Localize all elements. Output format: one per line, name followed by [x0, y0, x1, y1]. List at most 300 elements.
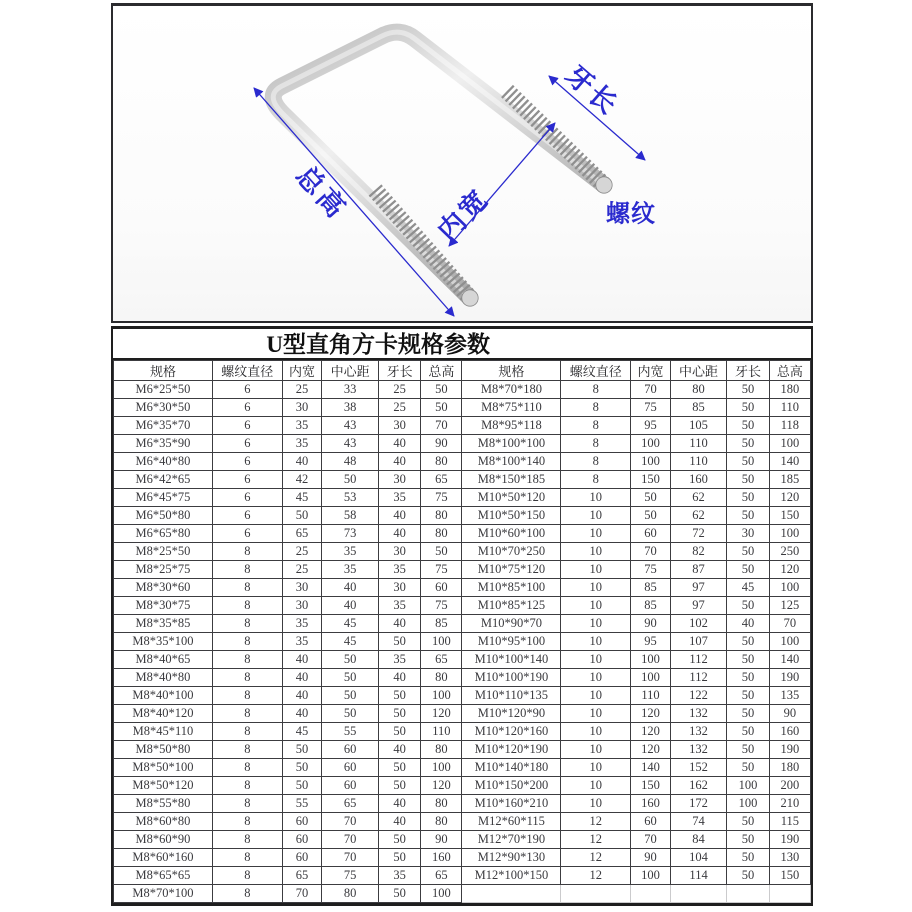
spec-cell: 152: [670, 759, 726, 777]
label-inner-width: 内宽: [432, 182, 496, 247]
spec-cell: 8: [212, 561, 282, 579]
spec-cell: M8*30*60: [114, 579, 213, 597]
spec-cell: 100: [631, 435, 671, 453]
spec-cell: 70: [631, 543, 671, 561]
column-header: 内宽: [282, 361, 322, 381]
spec-cell: 90: [631, 849, 671, 867]
ubolt-illustration: [113, 6, 811, 321]
spec-cell: 30: [727, 525, 770, 543]
spec-cell: 10: [561, 669, 631, 687]
spec-cell: 50: [727, 705, 770, 723]
spec-cell: 50: [421, 399, 462, 417]
spec-cell: 25: [378, 381, 421, 399]
spec-cell: 40: [282, 651, 322, 669]
spec-cell: 8: [212, 723, 282, 741]
spec-cell: 40: [322, 597, 378, 615]
spec-cell: 50: [727, 741, 770, 759]
spec-cell: 110: [631, 687, 671, 705]
spec-cell: 95: [631, 633, 671, 651]
spec-cell: 60: [631, 813, 671, 831]
spec-cell: M6*65*80: [114, 525, 213, 543]
spec-cell: 105: [670, 417, 726, 435]
table-row: [114, 669, 811, 687]
spec-cell: 85: [670, 399, 726, 417]
spec-cell: 10: [561, 633, 631, 651]
spec-cell: 8: [212, 687, 282, 705]
spec-cell: M8*30*75: [114, 597, 213, 615]
spec-cell: 100: [727, 795, 770, 813]
spec-cell: 80: [421, 669, 462, 687]
spec-cell: 150: [631, 471, 671, 489]
table-row: [114, 813, 811, 831]
spec-cell: M10*85*100: [462, 579, 561, 597]
spec-cell: 50: [727, 399, 770, 417]
spec-cell: M8*50*120: [114, 777, 213, 795]
spec-cell: M10*60*100: [462, 525, 561, 543]
spec-cell: 132: [670, 705, 726, 723]
spec-cell: 50: [727, 759, 770, 777]
spec-cell: 30: [378, 471, 421, 489]
spec-cell: 50: [727, 867, 770, 885]
spec-cell: 8: [212, 885, 282, 903]
spec-cell: M8*60*160: [114, 849, 213, 867]
spec-cell: 45: [727, 579, 770, 597]
product-photo: [111, 3, 813, 323]
spec-cell: 60: [322, 741, 378, 759]
spec-cell: 8: [212, 867, 282, 885]
table-row: [114, 417, 811, 435]
spec-cell: M10*85*125: [462, 597, 561, 615]
spec-cell: 73: [322, 525, 378, 543]
spec-cell: 10: [561, 777, 631, 795]
spec-cell: 30: [282, 399, 322, 417]
spec-cell: 75: [421, 561, 462, 579]
spec-cell: 30: [378, 579, 421, 597]
table-row: [114, 651, 811, 669]
spec-cell: 100: [631, 651, 671, 669]
spec-cell: 70: [322, 831, 378, 849]
spec-cell: 50: [378, 705, 421, 723]
spec-cell: 180: [769, 759, 810, 777]
spec-cell: 115: [769, 813, 810, 831]
spec-cell: 132: [670, 741, 726, 759]
spec-cell: M8*35*100: [114, 633, 213, 651]
spec-cell: M6*50*80: [114, 507, 213, 525]
spec-cell: 97: [670, 597, 726, 615]
spec-cell: 160: [631, 795, 671, 813]
spec-cell: 50: [421, 543, 462, 561]
spec-cell: 100: [769, 525, 810, 543]
spec-cell: 50: [727, 633, 770, 651]
spec-cell: 125: [769, 597, 810, 615]
spec-cell: 85: [631, 597, 671, 615]
table-row: [114, 399, 811, 417]
spec-cell: M6*35*70: [114, 417, 213, 435]
spec-cell: M8*70*180: [462, 381, 561, 399]
spec-cell: 107: [670, 633, 726, 651]
spec-cell: 250: [769, 543, 810, 561]
spec-cell: [631, 885, 671, 903]
spec-cell: 100: [769, 579, 810, 597]
spec-cell: M6*40*80: [114, 453, 213, 471]
spec-cell: 50: [282, 759, 322, 777]
spec-cell: 50: [378, 777, 421, 795]
spec-cell: 45: [282, 723, 322, 741]
spec-cell: M10*100*140: [462, 651, 561, 669]
spec-cell: 6: [212, 525, 282, 543]
spec-cell: 40: [378, 669, 421, 687]
spec-cell: 8: [561, 471, 631, 489]
spec-cell: 50: [727, 543, 770, 561]
spec-cell: 8: [212, 597, 282, 615]
spec-cell: 43: [322, 417, 378, 435]
spec-cell: 140: [769, 651, 810, 669]
spec-cell: M8*60*90: [114, 831, 213, 849]
spec-cell: 65: [421, 867, 462, 885]
spec-cell: 70: [631, 831, 671, 849]
table-row: [114, 435, 811, 453]
spec-cell: 25: [282, 561, 322, 579]
spec-cell: 50: [378, 687, 421, 705]
spec-cell: 50: [727, 813, 770, 831]
table-row: [114, 741, 811, 759]
table-row: [114, 615, 811, 633]
spec-cell: 50: [727, 687, 770, 705]
spec-cell: 50: [322, 687, 378, 705]
spec-cell: 53: [322, 489, 378, 507]
dimension-line-total-height: [254, 88, 454, 316]
spec-cell: 35: [322, 543, 378, 561]
spec-cell: 6: [212, 507, 282, 525]
table-row: [114, 759, 811, 777]
spec-cell: 50: [631, 489, 671, 507]
spec-cell: 80: [322, 885, 378, 903]
spec-cell: 45: [282, 489, 322, 507]
spec-cell: 8: [212, 669, 282, 687]
spec-cell: 10: [561, 507, 631, 525]
spec-cell: 65: [322, 795, 378, 813]
table-row: [114, 687, 811, 705]
spec-cell: 80: [670, 381, 726, 399]
spec-cell: M12*100*150: [462, 867, 561, 885]
spec-cell: 100: [769, 435, 810, 453]
spec-cell: 10: [561, 723, 631, 741]
spec-cell: 65: [282, 525, 322, 543]
spec-cell: [769, 885, 810, 903]
table-row: [114, 471, 811, 489]
spec-cell: 10: [561, 741, 631, 759]
spec-cell: 120: [631, 723, 671, 741]
spec-cell: M10*100*190: [462, 669, 561, 687]
spec-cell: 50: [727, 561, 770, 579]
table-row: [114, 777, 811, 795]
spec-cell: 35: [378, 561, 421, 579]
spec-cell: 30: [378, 543, 421, 561]
table-row: [114, 633, 811, 651]
spec-cell: 40: [378, 453, 421, 471]
spec-cell: 110: [769, 399, 810, 417]
spec-cell: 40: [378, 813, 421, 831]
spec-cell: 112: [670, 669, 726, 687]
spec-cell: 65: [421, 651, 462, 669]
spec-cell: 87: [670, 561, 726, 579]
spec-cell: 84: [670, 831, 726, 849]
label-total-height: 总高: [290, 160, 353, 226]
spec-cell: 80: [421, 813, 462, 831]
spec-cell: 85: [631, 579, 671, 597]
spec-cell: 8: [212, 615, 282, 633]
spec-cell: M12*60*115: [462, 813, 561, 831]
spec-table-section: [111, 326, 813, 906]
spec-cell: M8*95*118: [462, 417, 561, 435]
spec-cell: 50: [378, 831, 421, 849]
spec-cell: 35: [282, 435, 322, 453]
spec-cell: 40: [282, 453, 322, 471]
spec-cell: 114: [670, 867, 726, 885]
header-row: [114, 361, 811, 381]
spec-cell: 172: [670, 795, 726, 813]
spec-cell: 10: [561, 615, 631, 633]
spec-cell: 75: [322, 867, 378, 885]
spec-cell: 30: [282, 579, 322, 597]
table-row: [114, 543, 811, 561]
spec-cell: 8: [561, 435, 631, 453]
spec-cell: 162: [670, 777, 726, 795]
spec-cell: 55: [322, 723, 378, 741]
spec-cell: 35: [378, 489, 421, 507]
spec-cell: 50: [727, 453, 770, 471]
column-header: 中心距: [670, 361, 726, 381]
spec-cell: 12: [561, 867, 631, 885]
spec-cell: 8: [212, 651, 282, 669]
spec-cell: 190: [769, 741, 810, 759]
spec-cell: 190: [769, 831, 810, 849]
spec-cell: M10*120*160: [462, 723, 561, 741]
spec-cell: 10: [561, 579, 631, 597]
spec-cell: 35: [282, 633, 322, 651]
spec-cell: 112: [670, 651, 726, 669]
spec-cell: [727, 885, 770, 903]
spec-cell: 50: [727, 597, 770, 615]
spec-cell: 104: [670, 849, 726, 867]
spec-cell: 8: [561, 381, 631, 399]
spec-cell: 58: [322, 507, 378, 525]
spec-cell: M10*150*200: [462, 777, 561, 795]
spec-cell: M8*40*80: [114, 669, 213, 687]
spec-cell: 70: [322, 813, 378, 831]
column-header: 规格: [462, 361, 561, 381]
spec-cell: 12: [561, 831, 631, 849]
spec-cell: 60: [322, 777, 378, 795]
spec-cell: M10*140*180: [462, 759, 561, 777]
spec-cell: 120: [421, 777, 462, 795]
spec-cell: 50: [378, 885, 421, 903]
spec-cell: 38: [322, 399, 378, 417]
spec-cell: 50: [322, 669, 378, 687]
spec-cell: 40: [378, 435, 421, 453]
spec-cell: M8*40*100: [114, 687, 213, 705]
spec-cell: 70: [421, 417, 462, 435]
spec-table-body: [114, 381, 811, 903]
spec-cell: 6: [212, 435, 282, 453]
spec-cell: 50: [378, 723, 421, 741]
spec-cell: 8: [212, 741, 282, 759]
spec-data-table: [113, 360, 811, 903]
spec-cell: 6: [212, 489, 282, 507]
spec-cell: 10: [561, 597, 631, 615]
spec-cell: M8*40*65: [114, 651, 213, 669]
spec-cell: 74: [670, 813, 726, 831]
spec-cell: 60: [631, 525, 671, 543]
spec-cell: [462, 885, 561, 903]
spec-cell: 8: [212, 705, 282, 723]
spec-cell: 30: [378, 417, 421, 435]
spec-cell: 40: [282, 705, 322, 723]
spec-cell: 40: [282, 669, 322, 687]
spec-cell: 97: [670, 579, 726, 597]
spec-cell: M8*60*80: [114, 813, 213, 831]
spec-cell: 65: [282, 867, 322, 885]
spec-cell: 90: [421, 831, 462, 849]
table-row: [114, 867, 811, 885]
spec-cell: 8: [212, 795, 282, 813]
spec-cell: 60: [322, 759, 378, 777]
spec-cell: 140: [631, 759, 671, 777]
spec-cell: 75: [631, 399, 671, 417]
spec-cell: 50: [322, 471, 378, 489]
spec-cell: 50: [727, 489, 770, 507]
spec-cell: 190: [769, 669, 810, 687]
spec-cell: M6*25*50: [114, 381, 213, 399]
spec-cell: M6*35*90: [114, 435, 213, 453]
column-header: 牙长: [727, 361, 770, 381]
table-row: [114, 561, 811, 579]
spec-cell: 60: [421, 579, 462, 597]
spec-cell: M8*55*80: [114, 795, 213, 813]
spec-cell: 6: [212, 471, 282, 489]
spec-cell: 50: [282, 777, 322, 795]
spec-cell: 10: [561, 687, 631, 705]
spec-cell: 80: [421, 525, 462, 543]
spec-cell: M8*100*100: [462, 435, 561, 453]
spec-cell: 90: [769, 705, 810, 723]
spec-cell: 10: [561, 705, 631, 723]
spec-cell: [561, 885, 631, 903]
spec-cell: 100: [631, 669, 671, 687]
spec-cell: 100: [769, 633, 810, 651]
spec-cell: 40: [378, 795, 421, 813]
spec-cell: 8: [561, 453, 631, 471]
spec-cell: M8*50*80: [114, 741, 213, 759]
spec-cell: 40: [378, 525, 421, 543]
spec-cell: 12: [561, 813, 631, 831]
spec-cell: 82: [670, 543, 726, 561]
spec-cell: 50: [727, 669, 770, 687]
spec-cell: 50: [727, 417, 770, 435]
spec-cell: 50: [421, 381, 462, 399]
spec-cell: 135: [769, 687, 810, 705]
table-row: [114, 525, 811, 543]
spec-cell: M6*42*65: [114, 471, 213, 489]
spec-cell: 160: [421, 849, 462, 867]
spec-cell: 40: [378, 615, 421, 633]
spec-cell: 50: [631, 507, 671, 525]
spec-cell: M10*90*70: [462, 615, 561, 633]
spec-cell: 10: [561, 759, 631, 777]
spec-cell: 40: [322, 579, 378, 597]
spec-cell: M8*35*85: [114, 615, 213, 633]
column-header: 螺纹直径: [561, 361, 631, 381]
spec-cell: 35: [378, 651, 421, 669]
spec-cell: 65: [421, 471, 462, 489]
spec-cell: 50: [282, 741, 322, 759]
spec-cell: 8: [212, 633, 282, 651]
spec-cell: M8*65*65: [114, 867, 213, 885]
spec-cell: 50: [378, 759, 421, 777]
spec-cell: 50: [727, 435, 770, 453]
table-row: [114, 705, 811, 723]
spec-cell: 150: [769, 867, 810, 885]
spec-cell: 80: [421, 507, 462, 525]
spec-cell: 102: [670, 615, 726, 633]
spec-cell: M10*50*150: [462, 507, 561, 525]
spec-cell: 8: [212, 831, 282, 849]
spec-cell: 60: [282, 849, 322, 867]
spec-cell: 35: [282, 417, 322, 435]
spec-cell: 8: [212, 849, 282, 867]
spec-cell: 110: [670, 453, 726, 471]
spec-cell: M10*110*135: [462, 687, 561, 705]
spec-cell: 6: [212, 381, 282, 399]
spec-cell: M8*40*120: [114, 705, 213, 723]
spec-cell: M12*90*130: [462, 849, 561, 867]
spec-cell: 50: [727, 471, 770, 489]
table-row: [114, 849, 811, 867]
spec-cell: 50: [727, 507, 770, 525]
spec-cell: M10*70*250: [462, 543, 561, 561]
spec-cell: 50: [282, 507, 322, 525]
spec-cell: M8*75*110: [462, 399, 561, 417]
spec-cell: 45: [322, 633, 378, 651]
spec-cell: 60: [282, 831, 322, 849]
spec-cell: 132: [670, 723, 726, 741]
table-row: [114, 489, 811, 507]
spec-cell: 25: [282, 381, 322, 399]
spec-cell: 100: [421, 687, 462, 705]
spec-cell: 8: [561, 399, 631, 417]
spec-cell: 160: [769, 723, 810, 741]
spec-cell: 6: [212, 399, 282, 417]
spec-cell: M8*45*110: [114, 723, 213, 741]
spec-cell: 62: [670, 507, 726, 525]
rod-end-right: [596, 177, 612, 193]
spec-cell: 140: [769, 453, 810, 471]
spec-cell: 50: [727, 381, 770, 399]
spec-cell: 50: [322, 705, 378, 723]
spec-cell: 100: [631, 867, 671, 885]
spec-cell: 122: [670, 687, 726, 705]
spec-cell: 50: [727, 831, 770, 849]
column-header: 内宽: [631, 361, 671, 381]
spec-cell: 110: [421, 723, 462, 741]
spec-cell: 8: [212, 777, 282, 795]
spec-cell: 75: [631, 561, 671, 579]
spec-cell: M8*70*100: [114, 885, 213, 903]
spec-cell: 8: [212, 579, 282, 597]
spec-cell: 70: [769, 615, 810, 633]
label-thread: 螺纹: [606, 200, 656, 228]
table-row: [114, 795, 811, 813]
